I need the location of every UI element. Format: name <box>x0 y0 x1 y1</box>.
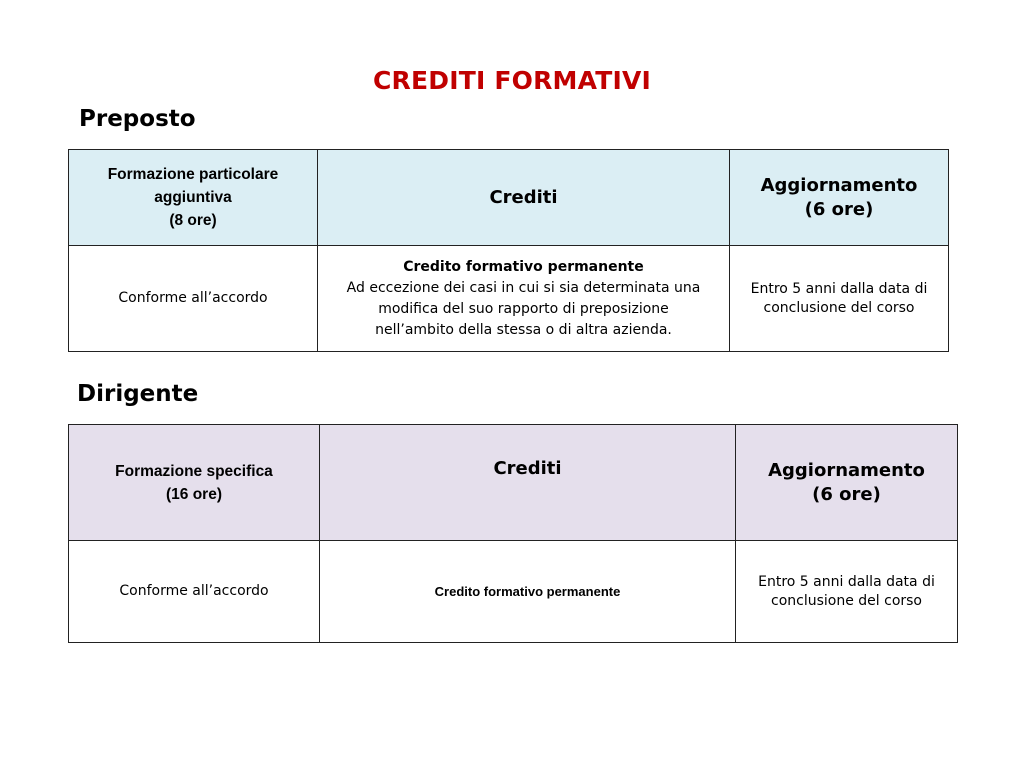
slide-title: CREDITI FORMATIVI <box>372 66 652 95</box>
preposto-table <box>68 149 949 352</box>
cell-credito-line: nell’ambito della stessa o di altra azienda. <box>375 321 672 338</box>
cell-entro-line: conclusione del corso <box>763 299 915 316</box>
cell-credito-line: modifica del suo rapporto di preposizione <box>378 300 669 317</box>
header-aggiornamento-line: (6 ore) <box>812 483 881 505</box>
dirigente-table <box>68 424 958 643</box>
section-title-preposto: Preposto <box>79 106 196 132</box>
header-crediti <box>318 150 730 246</box>
header-formazione <box>69 150 318 246</box>
header-formazione <box>69 425 320 541</box>
header-formazione-line: aggiuntiva <box>154 189 232 206</box>
cell-credito-title: Credito formativo permanente <box>434 584 621 599</box>
cell-entro <box>736 541 958 643</box>
cell-entro-line: Entro 5 anni dalla data di <box>758 573 935 590</box>
cell-credito-title: Credito formativo permanente <box>403 258 644 275</box>
cell-credito <box>318 246 730 352</box>
table-header-row <box>69 425 958 541</box>
cell-entro <box>730 246 949 352</box>
header-aggiornamento-line: (6 ore) <box>804 198 874 220</box>
header-formazione-line: Formazione specifica <box>115 462 273 480</box>
header-formazione-line: (16 ore) <box>166 485 222 503</box>
cell-entro-line: conclusione del corso <box>771 592 922 609</box>
header-formazione-line: (8 ore) <box>169 212 217 229</box>
cell-conforme-text: Conforme all’accordo <box>119 583 269 599</box>
cell-conforme-text: Conforme all’accordo <box>118 290 268 306</box>
table-row <box>69 246 949 352</box>
header-aggiornamento <box>736 425 958 541</box>
cell-conforme <box>69 246 318 352</box>
table-row <box>69 541 958 643</box>
header-aggiornamento-line: Aggiornamento <box>768 459 925 481</box>
section-title-dirigente: Dirigente <box>77 381 199 407</box>
header-crediti-label: Crediti <box>489 186 558 208</box>
cell-credito <box>320 541 736 643</box>
header-formazione-line: Formazione particolare <box>107 166 279 183</box>
cell-credito-line: Ad eccezione dei casi in cui si sia determinata una <box>346 279 701 296</box>
header-aggiornamento <box>730 150 949 246</box>
cell-conforme <box>69 541 320 643</box>
table-header-row <box>69 150 949 246</box>
header-crediti <box>320 425 736 541</box>
header-aggiornamento-line: Aggiornamento <box>760 174 918 196</box>
header-crediti-label: Crediti <box>493 458 562 479</box>
cell-entro-line: Entro 5 anni dalla data di <box>750 280 928 297</box>
